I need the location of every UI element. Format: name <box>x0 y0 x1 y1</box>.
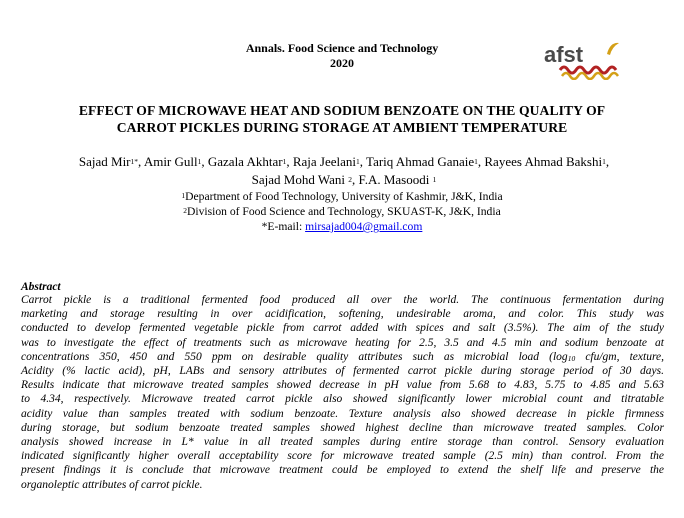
author-affiliation-mark: 1 <box>474 156 478 166</box>
logo-flame-shape <box>607 43 619 55</box>
affiliation-1: $^1$Department of Food Technology, University of Kashmir, J&K, India <box>181 190 503 203</box>
author-affiliation-mark: 2 <box>348 174 352 184</box>
abstract-line: Results indicate that microwave treated samples showed decrease in pH value from 5.68 to 4.83, 5.75 to 4.85 and 5.63 <box>21 379 664 392</box>
author-name: Rayees Ahmad Bakshi <box>484 154 603 169</box>
abstract-line: Carrot pickle is a traditional fermented food produced all over the world. The continuous fermentation during <box>21 294 664 306</box>
abstract-line: analysis showed increase in L* value in all treated samples during entire storage than control. Sensory evaluation <box>21 436 664 449</box>
afst-logo <box>544 40 624 80</box>
author-name: Amir Gull <box>143 154 198 169</box>
title-line-1: EFFECT OF MICROWAVE HEAT AND SODIUM BENZOATE ON THE QUALITY OF <box>78 103 606 118</box>
author-affiliation-mark: 1 <box>432 174 437 184</box>
abstract-line: to 4.34, respectively. Microwave treated carrot pickle also showed significantly lower microbial count and titratable <box>21 393 664 406</box>
abstract-heading: Abstract <box>21 281 61 293</box>
journal-name: Annals. Food Science and Technology <box>245 41 439 55</box>
affiliation-2: $^2$Division of Food Science and Technology, SKUAST-K, J&K, India <box>183 205 501 218</box>
author-name: Sajad Mir <box>78 154 131 169</box>
logo-text: afst <box>544 42 584 67</box>
author-name: F.A. Masoodi <box>358 172 433 187</box>
paper-title <box>20 102 664 136</box>
afst-logo-icon <box>544 40 624 80</box>
corresponding-email: *E-mail: mirsajad004@gmail.com <box>261 220 423 233</box>
abstract-line: during storage, but sodium benzoate treated samples showed highest decline than microwave treated samples. Color <box>21 421 664 434</box>
author-affiliation-mark: 1 <box>356 156 360 166</box>
abstract-line: marketing and storage resulting in over acidification, softening, undesirable aroma, and color. This study was <box>21 308 664 321</box>
email-link[interactable]: mirsajad004@gmail.com <box>305 220 423 233</box>
journal-year: 2020 <box>330 56 354 70</box>
abstract-line: organoleptic attributes of carrot pickle. <box>21 478 203 491</box>
abstract-line: Acidity (% lactic acid), pH, LABs and sensory attributes of fermented carrot pickle during storage period of 30 days. <box>21 365 664 378</box>
abstract-line: acidity value than samples treated with sodium benzoate. Texture analysis also showed decrease in pickle firmness <box>21 407 664 420</box>
author-name: Sajad Mohd Wani <box>251 172 349 187</box>
author-affiliation-mark: 1 <box>282 156 287 166</box>
author-name: Tariq Ahmad Ganaie <box>366 154 475 169</box>
abstract-line: indicated significantly higher overall acceptability score for microwave treated sample (2.5 min) than control. From the <box>21 450 664 463</box>
author-list: Sajad Mir$^{1*}$, Amir Gull$^1$, Gazala Akhtar$^1$, Raja Jeelani$^1$, Tariq Ahmad Ganaie$^1$, Rayees Ahmad Bakshi$^1$, Sajad Mohd Wani $^2$, F.A. Masoodi $^1$ <box>78 154 610 187</box>
abstract-line: was to investigate the effect of treatments such as microwave heating for 2.5, 3.5 and 4.5 min and sodium benzoate at <box>21 336 664 349</box>
author-affiliation-mark: 1* <box>130 156 139 166</box>
abstract-line: conducted to develop fermented vegetable pickle from carrot added with spices and salt (3.5%). The aim of the study <box>21 322 664 335</box>
abstract-line: present findings it is conclude that microwave treatment could be employed to extend the shelf life and preserve the <box>21 464 664 477</box>
abstract-line: concentrations 350, 450 and 550 ppm on desirable quality attributes such as microbial load ($\log_{10}$ cfu/gm, texture, <box>21 350 664 364</box>
author-name: Raja Jeelani <box>292 154 357 169</box>
title-line-2: CARROT PICKLES DURING STORAGE AT AMBIENT TEMPERATURE <box>116 120 568 135</box>
logo-wave-top <box>560 67 616 73</box>
author-affiliation-mark: 1 <box>197 156 202 166</box>
author-name: Gazala Akhtar <box>207 154 283 169</box>
author-affiliation-mark: 1 <box>602 156 606 166</box>
abstract-body <box>21 293 664 492</box>
